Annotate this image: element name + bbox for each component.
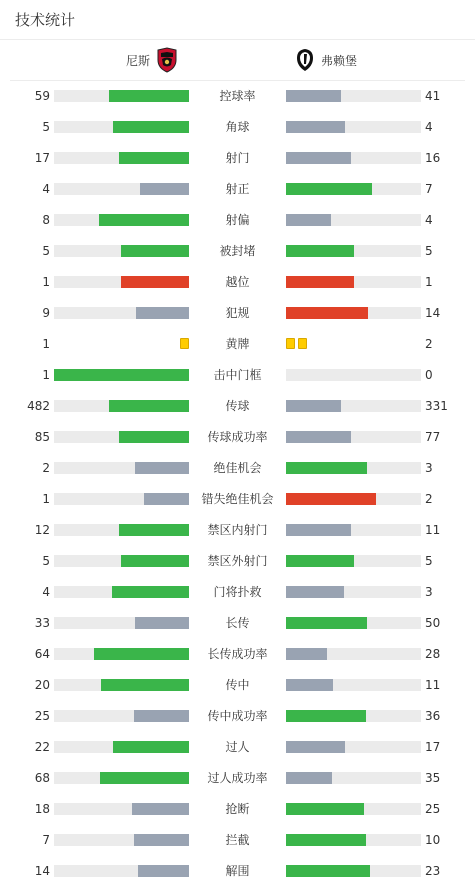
- away-stat-value: 11: [425, 523, 441, 537]
- away-stat-bar-track: [286, 276, 421, 288]
- home-stat-bar-track: [54, 183, 189, 195]
- stat-label: 过人: [225, 740, 250, 754]
- stat-row: [0, 515, 475, 546]
- away-stat-bar-fill: [286, 679, 333, 691]
- away-stat-bar-track: [286, 121, 421, 133]
- away-stat-bar-fill: [286, 462, 367, 474]
- home-stat-value: 20: [34, 678, 50, 692]
- home-team-name: 尼斯: [125, 53, 150, 68]
- home-stat-value: 14: [34, 864, 50, 878]
- home-stat-bar-fill: [121, 555, 189, 567]
- stat-label: 门将扑救: [213, 585, 262, 599]
- stat-label: 击中门框: [213, 368, 262, 382]
- away-stat-bar-fill: [286, 710, 366, 722]
- home-stat-value: 4: [42, 585, 50, 599]
- home-stat-value: 1: [42, 368, 50, 382]
- away-stat-value: 2: [425, 337, 433, 351]
- away-stat-bar-track: [286, 772, 421, 784]
- home-stat-bar-fill: [109, 400, 189, 412]
- home-stat-bar-fill: [113, 121, 189, 133]
- home-stat-bar-track: [54, 276, 189, 288]
- home-stat-value: 33: [34, 616, 50, 630]
- stat-label: 传中成功率: [207, 709, 268, 723]
- stat-label: 角球: [225, 120, 250, 134]
- away-stat-value: 16: [425, 151, 441, 165]
- home-stat-bar-track: [54, 462, 189, 474]
- home-stat-bar-fill: [119, 152, 189, 164]
- away-stat-value: 3: [425, 585, 433, 599]
- stat-label: 解围: [225, 864, 250, 878]
- home-stat-value: 22: [34, 740, 50, 754]
- home-stat-value: 64: [34, 647, 50, 661]
- away-stat-bar-track: [286, 462, 421, 474]
- stat-list: [0, 81, 475, 887]
- home-stat-bar-track: [54, 617, 189, 629]
- away-stat-bar-fill: [286, 493, 376, 505]
- away-stat-bar-fill: [286, 400, 341, 412]
- stat-row: [0, 856, 475, 887]
- home-stat-value: 7: [42, 833, 50, 847]
- stat-row: [0, 763, 475, 794]
- away-stat-bar-track: [286, 741, 421, 753]
- away-stat-bar-fill: [286, 121, 345, 133]
- stat-row: [0, 453, 475, 484]
- home-stat-bar-fill: [138, 865, 189, 877]
- away-stat-bar-fill: [286, 865, 370, 877]
- yellow-card-icon: [286, 338, 295, 349]
- home-stat-bar-track: [54, 834, 189, 846]
- home-stat-bar-fill: [109, 90, 189, 102]
- home-stat-bar-fill: [140, 183, 189, 195]
- away-team-name: 弗赖堡: [321, 53, 358, 68]
- away-stat-value: 50: [425, 616, 441, 630]
- stat-row: [0, 825, 475, 856]
- stat-row: [0, 422, 475, 453]
- home-stat-bar-track: [54, 803, 189, 815]
- away-stat-value: 41: [425, 89, 441, 103]
- home-stat-value: 2: [42, 461, 50, 475]
- home-stat-bar-fill: [119, 431, 189, 443]
- stat-label: 禁区内射门: [207, 523, 268, 537]
- home-stat-value: 5: [42, 120, 50, 134]
- stat-row: [0, 546, 475, 577]
- home-stat-value: 482: [27, 399, 50, 413]
- away-stat-bar-fill: [286, 648, 327, 660]
- home-stat-bar-fill: [121, 245, 189, 257]
- away-stat-bar-fill: [286, 431, 351, 443]
- stat-label: 被封堵: [219, 244, 256, 258]
- home-stat-bar-fill: [136, 307, 189, 319]
- home-stat-bar-track: [54, 586, 189, 598]
- stat-label: 射偏: [225, 213, 250, 227]
- away-stat-bar-track: [286, 834, 421, 846]
- stat-row: [0, 391, 475, 422]
- stat-label: 射正: [225, 182, 250, 196]
- away-stat-bar-track: [286, 431, 421, 443]
- home-stat-bar-fill: [99, 214, 189, 226]
- home-stat-bar-fill: [101, 679, 189, 691]
- stat-row: [0, 484, 475, 515]
- home-stat-bar-fill: [113, 741, 189, 753]
- away-stat-bar-track: [286, 865, 421, 877]
- stat-label: 长传: [225, 616, 250, 630]
- away-stat-bar-fill: [286, 307, 368, 319]
- home-stat-value: 18: [34, 802, 50, 816]
- home-stat-bar-fill: [119, 524, 189, 536]
- page-title: 技术统计: [15, 11, 76, 29]
- away-stat-bar-fill: [286, 772, 332, 784]
- away-stat-value: 4: [425, 213, 433, 227]
- home-stat-value: 25: [34, 709, 50, 723]
- away-stat-bar-track: [286, 586, 421, 598]
- stat-row: [0, 205, 475, 236]
- home-stat-value: 68: [34, 771, 50, 785]
- team-header: [10, 40, 465, 81]
- away-stat-bar-track: [286, 90, 421, 102]
- yellow-card-icon: [298, 338, 307, 349]
- away-stat-bar-fill: [286, 803, 364, 815]
- home-stat-value: 59: [34, 89, 50, 103]
- home-stat-bar-track: [54, 152, 189, 164]
- stat-label: 错失绝佳机会: [201, 492, 274, 506]
- away-stat-bar-track: [286, 214, 421, 226]
- home-stat-bar-track: [54, 307, 189, 319]
- home-stat-bar-track: [54, 493, 189, 505]
- home-stat-bar-fill: [134, 710, 189, 722]
- away-stat-value: 11: [425, 678, 441, 692]
- stat-label: 抢断: [225, 802, 250, 816]
- away-yellow-cards: [286, 338, 307, 350]
- away-stat-value: 2: [425, 492, 433, 506]
- away-stat-bar-track: [286, 493, 421, 505]
- stat-label: 绝佳机会: [213, 461, 262, 475]
- page-title-bar: [0, 0, 475, 40]
- away-stat-bar-track: [286, 245, 421, 257]
- home-stat-value: 4: [42, 182, 50, 196]
- yellow-card-icon: [180, 338, 189, 349]
- home-stat-value: 9: [42, 306, 50, 320]
- home-stat-value: 17: [34, 151, 50, 165]
- stat-label: 犯规: [225, 306, 250, 320]
- stat-row: [0, 670, 475, 701]
- stat-row: [0, 701, 475, 732]
- stat-row: [0, 174, 475, 205]
- home-stat-bar-fill: [100, 772, 189, 784]
- home-stat-bar-track: [54, 555, 189, 567]
- stat-row: [0, 329, 475, 360]
- away-stat-bar-fill: [286, 617, 367, 629]
- home-stat-bar-track: [54, 772, 189, 784]
- away-stat-bar-track: [286, 152, 421, 164]
- away-stat-value: 7: [425, 182, 433, 196]
- home-stat-value: 5: [42, 244, 50, 258]
- away-stat-value: 14: [425, 306, 441, 320]
- stat-row: [0, 794, 475, 825]
- away-stat-value: 0: [425, 368, 433, 382]
- away-stat-bar-track: [286, 710, 421, 722]
- home-stat-bar-track: [54, 679, 189, 691]
- away-stat-bar-fill: [286, 741, 345, 753]
- home-stat-bar-fill: [144, 493, 189, 505]
- home-stat-value: 85: [34, 430, 50, 444]
- away-stat-value: 23: [425, 864, 441, 878]
- home-stat-bar-track: [54, 431, 189, 443]
- away-stat-bar-track: [286, 524, 421, 536]
- away-stat-bar-fill: [286, 834, 366, 846]
- stat-row: [0, 360, 475, 391]
- away-stat-bar-track: [286, 183, 421, 195]
- home-stat-bar-fill: [135, 462, 189, 474]
- away-stat-value: 36: [425, 709, 441, 723]
- stat-label: 禁区外射门: [207, 554, 268, 568]
- away-stat-value: 35: [425, 771, 441, 785]
- ogc-nice-crest-icon: [156, 47, 178, 73]
- away-stat-value: 25: [425, 802, 441, 816]
- away-stat-value: 5: [425, 244, 433, 258]
- away-stat-bar-track: [286, 555, 421, 567]
- away-stat-value: 77: [425, 430, 441, 444]
- home-stat-bar-fill: [135, 617, 189, 629]
- home-stat-bar-fill: [54, 369, 189, 381]
- away-stat-value: 10: [425, 833, 441, 847]
- home-stat-bar-track: [54, 710, 189, 722]
- stat-row: [0, 639, 475, 670]
- sc-freiburg-crest-icon: [295, 48, 315, 72]
- home-stat-bar-track: [54, 400, 189, 412]
- stat-label: 越位: [225, 275, 250, 289]
- stat-label: 控球率: [219, 89, 256, 103]
- away-stat-bar-fill: [286, 90, 341, 102]
- away-stat-value: 331: [425, 399, 448, 413]
- home-stat-bar-track: [54, 369, 189, 381]
- home-stat-bar-fill: [134, 834, 189, 846]
- away-stat-bar-track: [286, 679, 421, 691]
- home-stat-value: 5: [42, 554, 50, 568]
- away-stat-bar-track: [286, 400, 421, 412]
- away-stat-bar-fill: [286, 555, 354, 567]
- away-stat-value: 17: [425, 740, 441, 754]
- stat-row: [0, 143, 475, 174]
- stat-row: [0, 112, 475, 143]
- away-stat-bar-fill: [286, 245, 354, 257]
- home-stat-value: 12: [34, 523, 50, 537]
- away-stat-bar-track: [286, 648, 421, 660]
- home-stat-bar-track: [54, 648, 189, 660]
- home-stat-value: 1: [42, 337, 50, 351]
- away-stat-bar-track: [286, 617, 421, 629]
- home-stat-bar-fill: [112, 586, 189, 598]
- stat-label: 长传成功率: [207, 647, 268, 661]
- away-stat-bar-track: [286, 307, 421, 319]
- away-stat-bar-track: [286, 803, 421, 815]
- home-stat-bar-fill: [132, 803, 189, 815]
- away-stat-bar-fill: [286, 276, 354, 288]
- home-stat-value: 8: [42, 213, 50, 227]
- away-stat-value: 4: [425, 120, 433, 134]
- away-stat-bar-fill: [286, 214, 331, 226]
- home-stat-value: 1: [42, 275, 50, 289]
- away-stat-value: 28: [425, 647, 441, 661]
- home-stat-bar-track: [54, 524, 189, 536]
- stat-label: 传球成功率: [207, 430, 268, 444]
- home-stat-bar-track: [54, 214, 189, 226]
- stat-label: 传球: [225, 399, 250, 413]
- stat-row: [0, 577, 475, 608]
- stat-row: [0, 298, 475, 329]
- stat-label: 射门: [225, 151, 250, 165]
- stat-row: [0, 608, 475, 639]
- stat-row: [0, 236, 475, 267]
- home-stat-value: 1: [42, 492, 50, 506]
- home-stat-bar-track: [54, 245, 189, 257]
- home-stat-bar-fill: [94, 648, 189, 660]
- away-stat-value: 3: [425, 461, 433, 475]
- home-stat-bar-track: [54, 741, 189, 753]
- home-stat-bar-track: [54, 90, 189, 102]
- stat-label: 黄牌: [225, 337, 250, 351]
- home-yellow-cards: [180, 338, 189, 350]
- away-stat-value: 1: [425, 275, 433, 289]
- stat-label: 过人成功率: [207, 771, 268, 785]
- home-team[interactable]: [126, 40, 178, 80]
- away-stat-value: 5: [425, 554, 433, 568]
- stat-row: [0, 732, 475, 763]
- away-stat-bar-fill: [286, 586, 344, 598]
- stat-row: [0, 267, 475, 298]
- stat-label: 拦截: [225, 833, 250, 847]
- home-stat-bar-track: [54, 865, 189, 877]
- away-stat-bar-track: [286, 369, 421, 381]
- away-stat-bar-fill: [286, 183, 372, 195]
- home-stat-bar-fill: [121, 276, 189, 288]
- home-stat-bar-track: [54, 121, 189, 133]
- away-team[interactable]: [295, 40, 357, 80]
- stat-row: [0, 81, 475, 112]
- stat-label: 传中: [225, 678, 250, 692]
- away-stat-bar-fill: [286, 524, 351, 536]
- away-stat-bar-fill: [286, 152, 351, 164]
